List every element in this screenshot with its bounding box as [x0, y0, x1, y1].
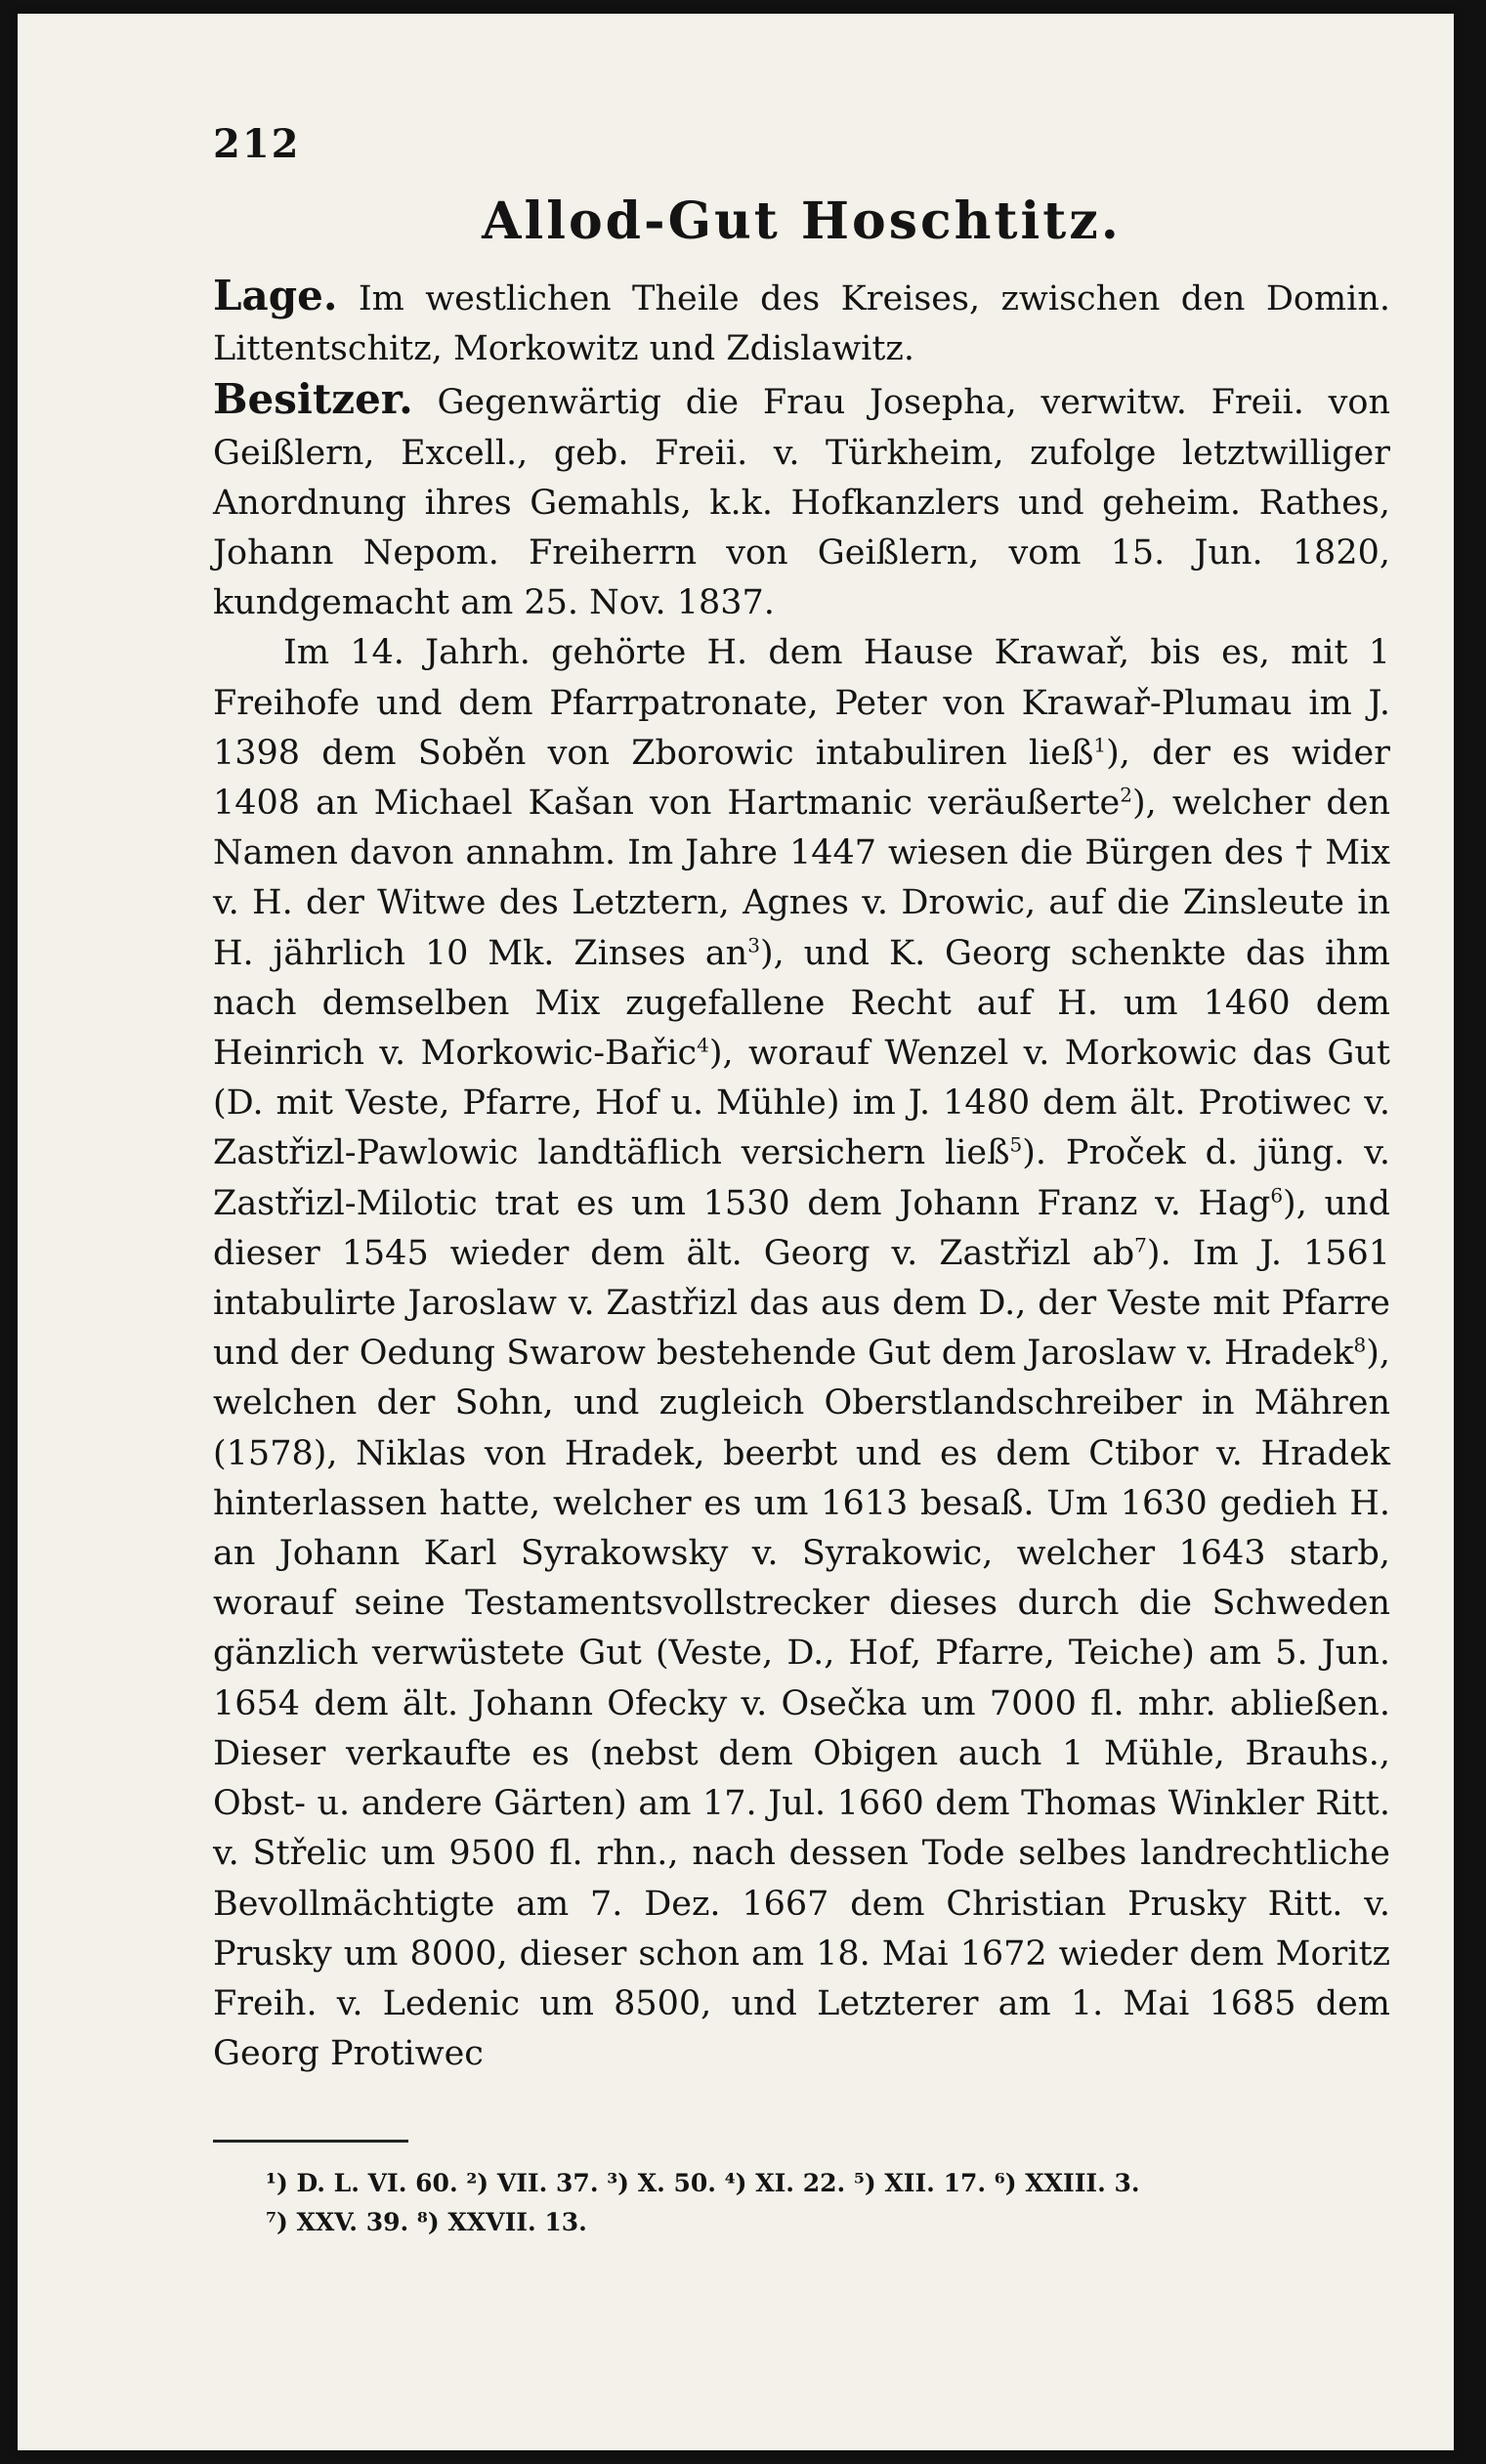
- body-text: , worauf Wenzel v. Morkowic das Gut (D. mit Veste, Pfarre, Hof u. Mühle) im J. 1480 dem ält. Protiwec v. Zastřizl-Pawlowic landtäflich versichern ließ: [213, 1034, 1390, 1173]
- book-page: [18, 14, 1454, 2450]
- footnote-line-2: ⁷) XXV. 39. ⁸) XXVII. 13.: [266, 2208, 587, 2237]
- footnote-ref: 3: [747, 932, 760, 956]
- footnote-ref: 7: [1134, 1233, 1147, 1257]
- lage-label: Lage.: [213, 272, 338, 319]
- footnote-line-1: ¹) D. L. VI. 60. ²) VII. 37. ³) X. 50. ⁴) XI. 22. ⁵) XII. 17. ⁶) XXIII. 3.: [266, 2169, 1140, 2198]
- footnotes: [213, 2164, 1390, 2242]
- footnote-divider: [213, 2140, 408, 2143]
- footnote-ref: 2: [1120, 783, 1132, 807]
- footnote-ref: 8: [1353, 1333, 1367, 1357]
- footnote-ref: 5: [1009, 1132, 1023, 1157]
- footnote-ref: 4: [697, 1033, 709, 1057]
- body-text: , der es wider 1408 an Michael Kašan von Hartmanic veräußerte: [213, 733, 1390, 824]
- lage-paragraph: [213, 271, 1390, 374]
- body-text: , welcher den Namen davon annahm. Im Jahre 1447 wiesen die Bürgen des † Mix v. H. der Witwe des Letztern, Agnes v. Drowic, auf die Zinsleute in H. jährlich 10 Mk. Zinses an: [213, 784, 1390, 973]
- lage-text: Im westlichen Theile des Kreises, zwischen den Domin. Littentschitz, Morkowitz und Zdislawitz.: [213, 279, 1390, 369]
- section-title: Allod-Gut Hoschtitz.: [482, 191, 1122, 251]
- page-number: 212: [213, 121, 301, 167]
- body-text: . Im J. 1561 intabulirte Jaroslaw v. Zastřizl das aus dem D., der Veste mit Pfarre und der Oedung Swarow bestehende Gut dem Jaroslaw v. Hradek: [213, 1233, 1391, 1374]
- body-text: , und K. Georg schenkte das ihm nach demselben Mix zugefallene Recht auf H. um 1460 dem Heinrich v. Morkowic-Bařic: [213, 933, 1390, 1074]
- body-text: , und dieser 1545 wieder dem ält. Georg v. Zastřizl ab: [213, 1183, 1390, 1273]
- body-text: , welchen der Sohn, und zugleich Oberstlandschreiber in Mähren (1578), Niklas von Hradek, beerbt und es dem Ctibor v. Hradek hinterlassen hatte, welcher es um 1613 besaß. Um 1630 gedieh H. an Johann Karl Syrakowsky v. Syrakowic, welcher 1643 starb, worauf seine Testamentsvollstrecker dieses durch die Schweden gänzlich verwüstete Gut (Veste, D., Hof, Pfarre, Teiche) am 5. Jun. 1654 dem ält. Johann Ofecky v. Osečka um 7000 fl. mhr. abließen. Dieser verkaufte es (nebst dem Obigen auch 1 Mühle, Brauhs., Obst- u. andere Gärten) am 17. Jul. 1660 dem Thomas Winkler Ritt. v. Střelic um 9500 fl. rhn., nach dessen Tode selbes landrechtliche Bevollmächtigte am 7. Dez. 1667 dem Christian Prusky Ritt. v. Prusky um 8000, dieser schon am 18. Mai 1672 wieder dem Moritz Freih. v. Ledenic um 8500, und Letzterer am 1. Mai 1685 dem Georg Protiwec: [213, 1334, 1390, 2074]
- besitzer-label: Besitzer.: [213, 375, 413, 424]
- page-content: [213, 111, 1390, 2242]
- body-text: . Proček d. jüng. v. Zastřizl-Milotic trat es um 1530 dem Johann Franz v. Hag: [213, 1133, 1390, 1223]
- footnote-ref: 6: [1270, 1183, 1284, 1207]
- footnote-ref: 1: [1093, 733, 1107, 757]
- besitzer-text: Gegenwärtig die Frau Josepha, verwitw. Freii. von Geißlern, Excell., geb. Freii. v. Türkheim, zufolge letztwilliger Anordnung ihres Gemahls, k.k. Hofkanzlers und geheim. Rathes, Johann Nepom. Freiherrn von Geißlern, vom 15. Jun. 1820, kundgemacht am 25. Nov. 1837.: [213, 383, 1390, 623]
- besitzer-paragraph: [213, 374, 1390, 628]
- history-paragraph: Im 14. Jahrh. gehörte H. dem Hause Krawař, bis es, mit 1 Freihofe und dem Pfarrpatronate, Peter von Krawař-Plumau im J. 1398 dem Soběn von Zborowic intabuliren ließ$^1$), der es wider 1408 an Michael Kašan von Hartmanic veräußerte$^2$), welcher den Namen davon annahm. Im Jahre 1447 wiesen die Bürgen des † Mix v. H. der Witwe des Letztern, Agnes v. Drowic, auf die Zinsleute in H. jährlich 10 Mk. Zinses $an^3$), und K. Georg schenkte das ihm nach demselben Mix zugefallene Recht auf H. um 1460 dem Heinrich v. Morkowic-Bařic$^4$), worauf Wenzel v. Morkowic das Gut (D. mit Veste, Pfarre, Hof u. Mühle) im J. 1480 dem ält. Protiwec v. Zastřizl-Pawlowic landtäflich versichern ließ$^5$). Proček d. jüng. v. Zastřizl-Milotic trat es um 1530 dem Johann Franz v. Hag$^6$), und dieser 1545 wieder dem ält. Georg v. Zastřizl $ab^7$). Im J. 1561 intabulirte Jaroslaw v. Zastřizl das aus dem D., der Veste mit Pfarre und der Oedung Swarow bestehende Gut dem Jaroslaw v. Hradek$^8$), welchen der Sohn, und zugleich Oberstlandschreiber in Mähren (1578), Niklas von Hradek, beerbt und es dem Ctibor v. Hradek hinterlassen hatte, welcher es um 1613 besaß. Um 1630 gedieh H. an Johann Karl Syrakowsky v. Syrakowic, welcher 1643 starb, worauf seine Testamentsvollstrecker dieses durch die Schweden gänzlich verwüstete Gut (Veste, D., Hof, Pfarre, Teiche) am 5. Jun. 1654 dem ält. Johann Ofecky v. Osečka um 7000 fl. mhr. abließen. Dieser verkaufte es (nebst dem Obigen auch 1 Mühle, Brauhs., Obst- u. andere Gärten) am 17. Jul. 1660 dem Thomas Winkler Ritt. v. Střelic um 9500 fl. rhn., nach dessen Tode selbes landrechtliche Bevollmächtigte am 7. Dez. 1667 dem Christian Prusky Ritt. v. Prusky um 8000, dieser schon am 18. Mai 1672 wieder dem Moritz Freih. v. Ledenic um 8500, und Letzterer am 1. Mai 1685 dem Georg Protiwec: [213, 633, 1391, 2074]
- body-text: Im 14. Jahrh. gehörte H. dem Hause Krawař, bis es, mit 1 Freihofe und dem Pfarrpatronate, Peter von Krawař-Plumau im J. 1398 dem Soběn von Zborowic intabuliren ließ: [213, 633, 1390, 773]
